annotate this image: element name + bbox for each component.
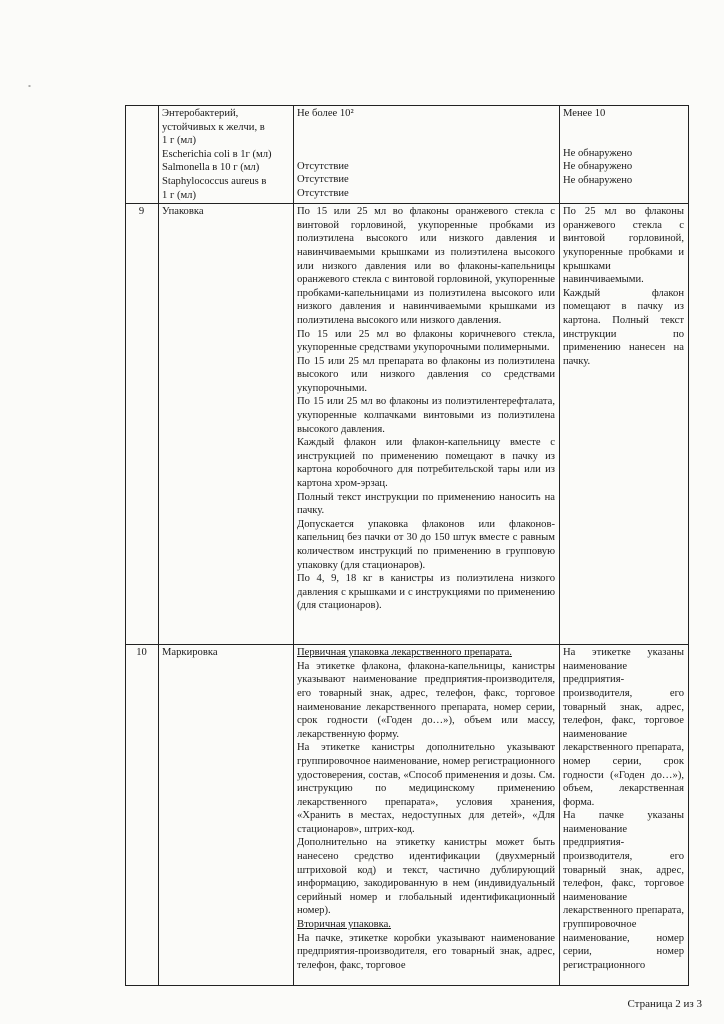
norm-paragraph: По 15 или 25 мл во флаконы коричневого стекла, укупоренные средствами укупорочными полимерными.: [297, 328, 555, 354]
norm-paragraph: На этикетке флакона, флакона-капельницы, канистры указывают наименование предприятия-производителя, его товарный знак, адрес, телефон, факс, торговое наименование лекарственного препарата, номер серии, срок годности («Годен до…»), объем или массу, лекарственную форму.: [297, 660, 555, 740]
result-line: Не обнаружено: [563, 174, 633, 186]
norm-line: Отсутствие: [297, 160, 349, 172]
result-line: Менее 10: [563, 108, 606, 119]
secondary-packaging-heading: Вторичная упаковка.: [297, 919, 391, 931]
norm-line: Отсутствие: [297, 187, 349, 199]
table-row-packaging: [126, 204, 689, 645]
norm-cell: [294, 106, 560, 204]
indicator-line: Escherichia coli в 1г (мл): [162, 148, 272, 160]
result-cell: [560, 204, 689, 645]
indicator-line: устойчивых к желчи, в: [162, 121, 265, 133]
result-line: Не обнаружено: [563, 147, 633, 159]
page-number: Страница 2 из 3: [627, 998, 702, 1010]
norm-line: Не более 10²: [297, 108, 354, 119]
table-row-microbiology: [126, 106, 689, 204]
row-number-cell: 9: [126, 204, 159, 645]
norm-paragraph: Допускается упаковка флаконов или флаконов-капельниц без пачки от 30 до 150 штук вместе с равным количеством инструкций по применению в групповую упаковку (для стационаров).: [297, 518, 555, 571]
indicator-line: 1 г (мл): [162, 189, 196, 201]
result-paragraph: Каждый флакон помещают в пачку из картона. Полный текст инструкции по применению нанесен на пачку.: [563, 287, 684, 367]
primary-packaging-heading: Первичная упаковка лекарственного препарата.: [297, 647, 512, 659]
norm-paragraph: По 15 или 25 мл во флаконы оранжевого стекла с винтовой горловиной, укупоренные пробками из полиэтилена высокого или низкого давления и навинчиваемыми крышками из полиэтилена высокого или низкого давления или во флаконы-капельницы оранжевого стекла с винтовой горловиной, укупоренные пробками-капельницами из полиэтилена высокого или низкого давления и навинчиваемыми крышками из полиэтилена высокого или низкого давления.: [297, 206, 555, 326]
norm-paragraph: На пачке, этикетке коробки указывают наименование предприятия-производителя, его товарный знак, адрес, телефон, факс, торговое: [297, 932, 555, 971]
indicator-cell: [159, 106, 294, 204]
norm-cell: [294, 204, 560, 645]
result-paragraph: На пачке указаны наименование предприятия-производителя, его товарный знак, адрес, телефон, факс, торговое наименование лекарственного препарата, группировочное наименование, номер серии, номер регистрационного: [563, 810, 684, 971]
result-paragraph: По 25 мл во флаконы оранжевого стекла с винтовой горловиной, укупоренные пробками и крышками навинчиваемыми.: [563, 206, 684, 286]
scan-speck: ˚: [28, 84, 31, 94]
norm-paragraph: Каждый флакон или флакон-капельницу вместе с инструкцией по применению помещают в пачку из картона коробочного для потребительской тары или из картона хром-эрзац.: [297, 437, 555, 490]
specification-table: [125, 105, 689, 986]
indicator-line: 1 г (мл): [162, 135, 196, 147]
norm-paragraph: По 15 или 25 мл во флаконы из полиэтилентерефталата, укупоренные колпачками винтовыми из полиэтилена высокого давления.: [297, 396, 555, 435]
indicator-cell: Маркировка: [159, 645, 294, 986]
norm-paragraph: По 4, 9, 18 кг в канистры из полиэтилена низкого давления с крышками и с инструкциями по применению (для стационаров).: [297, 573, 555, 612]
norm-cell: [294, 645, 560, 986]
indicator-line: Энтеробактерий,: [162, 108, 239, 119]
result-line: Не обнаружено: [563, 161, 633, 173]
row-number-cell: [126, 106, 159, 204]
norm-paragraph: На этикетке канистры дополнительно указывают группировочное наименование, номер регистрационного удостоверения, состав, «Способ применения и дозы. См. инструкцию по медицинскому применению лекарственного препарата», условия хранения, «Хранить в местах, недоступных для детей», «Для стационаров», штрих-код.: [297, 742, 555, 835]
result-paragraph: На этикетке указаны наименование предприятия-производителя, его товарный знак, адрес, телефон, факс, торговое наименование лекарственного препарата, номер серии, срок годности («Годен до…»), объем, лекарственная форма.: [563, 647, 684, 808]
norm-paragraph: Полный текст инструкции по применению наносить на пачку.: [297, 491, 555, 517]
indicator-line: Staphylococcus aureus в: [162, 175, 267, 187]
norm-line: Отсутствие: [297, 174, 349, 186]
norm-paragraph: Дополнительно на этикетку канистры может быть нанесено средство идентификации (двухмерный штриховой код) и текст, частично дублирующий информацию, закодированную в нем (индивидуальный серийный номер и глобальный идентификационный номер).: [297, 837, 555, 917]
row-number-cell: 10: [126, 645, 159, 986]
indicator-line: Salmonella в 10 г (мл): [162, 162, 260, 174]
indicator-cell: Упаковка: [159, 204, 294, 645]
result-cell: [560, 106, 689, 204]
norm-paragraph: По 15 или 25 мл препарата во флаконы из полиэтилена высокого или низкого давления со средствами укупорочными.: [297, 355, 555, 394]
table-row-labeling: [126, 645, 689, 986]
result-cell: [560, 645, 689, 986]
